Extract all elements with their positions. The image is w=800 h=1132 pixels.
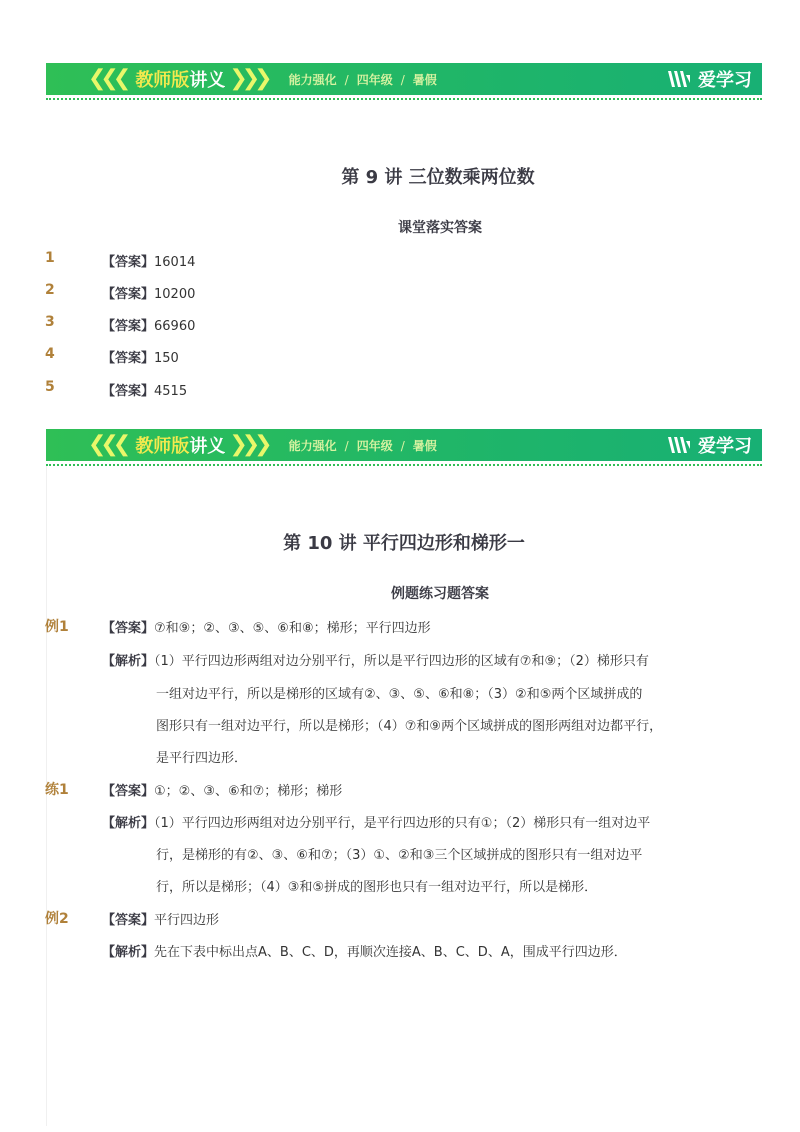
answer-row: 【答案】66960	[102, 319, 196, 334]
item-answer: 【答案】①；②、③、⑥和⑦；梯形；梯形	[102, 784, 343, 799]
answer-number: 1	[45, 250, 55, 266]
item-analysis-line: 图形只有一组对边平行，所以是梯形；（4）⑦和⑨两个区域拼成的图形两组对边都平行，	[156, 719, 663, 734]
section1-subtitle: 课堂落实答案	[398, 220, 482, 236]
answer-row: 【答案】16014	[102, 255, 196, 270]
double-chevron-right-icon: ❯❯❯	[229, 66, 267, 91]
breadcrumb: 能力强化 / 四年级 / 暑假	[288, 72, 437, 87]
brand-mark-icon	[666, 435, 692, 455]
item-answer: 【答案】⑦和⑨；②、③、⑤、⑥和⑧；梯形；平行四边形	[102, 621, 431, 636]
answer-number: 5	[45, 379, 55, 395]
answer-row: 【答案】150	[102, 351, 179, 366]
divider-dotted-2	[46, 464, 762, 466]
banner-title: 教师版讲义	[135, 436, 226, 457]
breadcrumb: 能力强化 / 四年级 / 暑假	[288, 438, 437, 453]
item-analysis-line: 行，所以是梯形；（4）③和⑤拼成的图形也只有一组对边平行，所以是梯形．	[156, 880, 598, 895]
answer-row: 【答案】10200	[102, 287, 196, 302]
double-chevron-right-icon: ❯❯❯	[229, 432, 267, 457]
item-label: 练1	[45, 782, 69, 798]
header-banner-2	[46, 429, 762, 461]
double-chevron-left-icon: ❮❮❮	[88, 432, 126, 457]
item-label: 例1	[45, 619, 69, 635]
item-answer: 【答案】平行四边形	[102, 913, 220, 928]
item-analysis-line: 【解析】（1）平行四边形两组对边分别平行，是平行四边形的只有①；（2）梯形只有一组对边平	[102, 816, 651, 831]
section2-subtitle: 例题练习题答案	[391, 586, 489, 602]
answer-number: 3	[45, 314, 55, 330]
answer-row: 【答案】4515	[102, 384, 188, 399]
item-analysis-line: 行，是梯形的有②、③、⑥和⑦；（3）①、②和③三个区域拼成的图形只有一组对边平	[156, 848, 643, 863]
brand-logo: 爱学习	[666, 432, 752, 458]
answer-number: 4	[45, 346, 55, 362]
brand-logo: 爱学习	[666, 66, 752, 92]
double-chevron-left-icon: ❮❮❮	[88, 66, 126, 91]
item-label: 例2	[45, 911, 69, 927]
banner-title: 教师版讲义	[135, 70, 226, 91]
item-analysis-line: 【解析】先在下表中标出点A、B、C、D，再顺次连接A、B、C、D、A，围成平行四边形．	[102, 945, 627, 960]
answer-number: 2	[45, 282, 55, 298]
brand-mark-icon	[666, 69, 692, 89]
lecture-9-title: 第 9 讲 三位数乘两位数	[341, 167, 535, 188]
header-banner-1	[46, 63, 762, 95]
divider-dotted-1	[46, 98, 762, 100]
item-analysis-line: 一组对边平行，所以是梯形的区域有②、③、⑤、⑥和⑧；（3）②和⑤两个区域拼成的	[156, 687, 643, 702]
item-analysis-line: 【解析】（1）平行四边形两组对边分别平行，所以是平行四边形的区域有⑦和⑨；（2）梯形只有	[102, 654, 649, 669]
item-analysis-line: 是平行四边形．	[156, 751, 248, 766]
lecture-10-title: 第 10 讲 平行四边形和梯形一	[283, 533, 525, 554]
